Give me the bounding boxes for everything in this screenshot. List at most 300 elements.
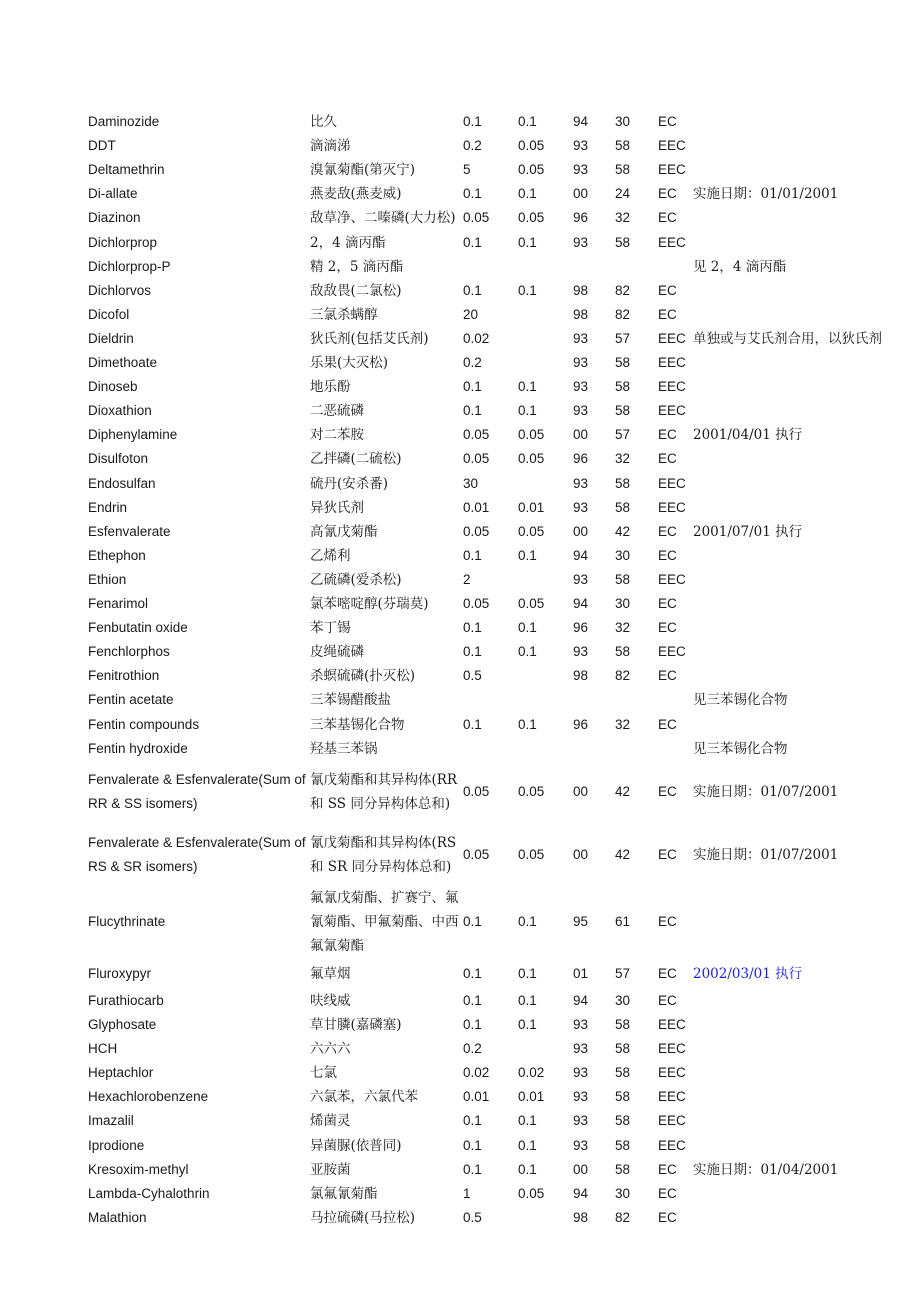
directive-type-cell: EC xyxy=(658,547,677,563)
chinese-name-cell: 2，4 滴丙酯 xyxy=(310,234,386,251)
directive-type-cell: EC xyxy=(658,1210,677,1225)
limit-value-2-cell: 0.05 xyxy=(518,451,545,467)
english-name-cell: Daminozide xyxy=(88,114,160,129)
directive-type-cell: EC xyxy=(658,186,677,202)
directive-number-cell: 57 xyxy=(615,330,631,346)
year-cell: 93 xyxy=(573,571,589,587)
english-name-cell: Diazinon xyxy=(88,210,141,226)
chinese-name-cell: 敌敌畏(二氯松) xyxy=(310,282,402,299)
chinese-name-cell: 氰戊菊酯和其异构体(RS 和 SR 同分异构体总和) xyxy=(310,835,457,875)
limit-value-2-cell: 0.1 xyxy=(518,114,537,129)
year-cell: 93 xyxy=(573,1017,589,1032)
directive-number-cell: 58 xyxy=(615,1089,631,1104)
year-cell: 00 xyxy=(573,847,589,862)
limit-value-2-cell: 0.05 xyxy=(518,1186,545,1201)
limit-value-1-cell: 0.01 xyxy=(463,499,490,515)
year-cell: 00 xyxy=(573,784,589,799)
directive-type-cell: EC xyxy=(658,210,677,226)
limit-value-1-cell: 0.1 xyxy=(463,1162,482,1177)
limit-value-1-cell: 0.2 xyxy=(463,138,482,154)
chinese-name-cell: 苯丁锡 xyxy=(310,620,351,637)
directive-type-cell: EC xyxy=(658,1186,677,1201)
table-row xyxy=(0,886,920,958)
chinese-name-cell: 溴氰菊酯(第灭宁) xyxy=(310,162,416,179)
limit-value-2-cell: 0.05 xyxy=(518,847,545,862)
table-row xyxy=(0,640,920,664)
directive-type-cell: EEC xyxy=(658,379,686,395)
limit-value-1-cell: 0.1 xyxy=(463,914,482,929)
table-row xyxy=(0,713,920,737)
chinese-name-cell: 氟草烟 xyxy=(310,966,351,982)
chinese-name-cell: 硫丹(安杀番) xyxy=(310,475,389,492)
directive-type-cell: EC xyxy=(658,427,677,443)
chinese-name-cell: 乙拌磷(二硫松) xyxy=(310,451,402,468)
directive-number-cell: 30 xyxy=(615,114,631,129)
directive-number-cell: 58 xyxy=(615,162,631,178)
english-name-cell: Ethion xyxy=(88,571,127,587)
limit-value-2-cell: 0.1 xyxy=(518,1162,537,1177)
year-cell: 98 xyxy=(573,282,589,298)
limit-value-2-cell: 0.05 xyxy=(518,596,545,611)
table-row xyxy=(0,255,920,279)
year-cell: 94 xyxy=(573,596,589,611)
limit-value-2-cell: 0.1 xyxy=(518,379,537,395)
english-name-cell: Fenvalerate & Esfenvalerate(Sum of RR & SS isomers) xyxy=(88,772,306,811)
chinese-name-cell: 比久 xyxy=(310,114,337,130)
directive-number-cell: 61 xyxy=(615,914,631,929)
note-cell: 见三苯锡化合物 xyxy=(693,740,788,757)
chinese-name-cell: 草甘膦(嘉磷塞) xyxy=(310,1017,402,1033)
limit-value-2-cell: 0.1 xyxy=(518,1113,537,1128)
note-cell: 见 2，4 滴丙酯 xyxy=(693,258,787,275)
limit-value-1-cell: 0.1 xyxy=(463,186,482,202)
limit-value-2-cell: 0.05 xyxy=(518,210,545,226)
directive-number-cell: 57 xyxy=(615,966,631,981)
directive-number-cell: 58 xyxy=(615,1017,631,1032)
directive-type-cell: EC xyxy=(658,523,677,539)
english-name-cell: Esfenvalerate xyxy=(88,523,171,539)
table-row xyxy=(0,182,920,206)
chinese-name-cell: 敌草净、二嗪磷(大力松) xyxy=(310,210,456,227)
note-cell: 实施日期：01/07/2001 xyxy=(693,784,839,800)
directive-number-cell: 58 xyxy=(615,571,631,587)
limit-value-1-cell: 0.1 xyxy=(463,1138,482,1153)
limit-value-2-cell: 0.05 xyxy=(518,427,545,443)
table-row xyxy=(0,399,920,423)
limit-value-2-cell: 0.1 xyxy=(518,547,537,563)
directive-number-cell: 58 xyxy=(615,1065,631,1080)
directive-type-cell: EC xyxy=(658,620,677,636)
english-name-cell: Dioxathion xyxy=(88,403,152,419)
chinese-name-cell: 二恶硫磷 xyxy=(310,403,364,420)
directive-number-cell: 82 xyxy=(615,306,631,322)
limit-value-1-cell: 0.1 xyxy=(463,966,482,981)
english-name-cell: Heptachlor xyxy=(88,1065,154,1080)
chinese-name-cell: 精 2，5 滴丙酯 xyxy=(310,258,404,275)
directive-type-cell: EEC xyxy=(658,475,686,491)
limit-value-1-cell: 0.1 xyxy=(463,644,482,660)
limit-value-1-cell: 0.05 xyxy=(463,210,490,226)
chinese-name-cell: 六氯苯，六氯代苯 xyxy=(310,1089,418,1105)
limit-value-1-cell: 0.1 xyxy=(463,620,482,636)
english-name-cell: Fenitrothion xyxy=(88,668,160,684)
limit-value-2-cell: 0.1 xyxy=(518,186,537,202)
year-cell: 93 xyxy=(573,1113,589,1128)
limit-value-1-cell: 0.1 xyxy=(463,1017,482,1032)
note-cell: 实施日期：01/04/2001 xyxy=(693,1162,839,1178)
limit-value-2-cell: 0.02 xyxy=(518,1065,545,1080)
directive-type-cell: EEC xyxy=(658,1041,686,1056)
note-cell: 2001/07/01 执行 xyxy=(693,523,803,540)
year-cell: 98 xyxy=(573,1210,589,1225)
table-row xyxy=(0,831,920,879)
year-cell: 93 xyxy=(573,499,589,515)
limit-value-1-cell: 0.1 xyxy=(463,547,482,563)
english-name-cell: Hexachlorobenzene xyxy=(88,1089,209,1104)
chinese-name-cell: 乐果(大灭松) xyxy=(310,355,389,371)
directive-type-cell: EC xyxy=(658,1162,677,1177)
limit-value-2-cell: 0.1 xyxy=(518,644,537,660)
english-name-cell: Deltamethrin xyxy=(88,162,165,178)
year-cell: 94 xyxy=(573,1186,589,1201)
table-row xyxy=(0,1158,920,1182)
english-name-cell: Kresoxim-methyl xyxy=(88,1162,189,1177)
table-row xyxy=(0,134,920,158)
limit-value-1-cell: 0.01 xyxy=(463,1089,490,1104)
limit-value-1-cell: 0.05 xyxy=(463,523,490,539)
chinese-name-cell: 三苯基锡化合物 xyxy=(310,716,405,733)
year-cell: 93 xyxy=(573,330,589,346)
limit-value-2-cell: 0.05 xyxy=(518,784,545,799)
year-cell: 93 xyxy=(573,403,589,419)
limit-value-1-cell: 0.5 xyxy=(463,668,482,684)
english-name-cell: Fentin acetate xyxy=(88,692,174,708)
table-row xyxy=(0,520,920,544)
directive-type-cell: EEC xyxy=(658,644,686,660)
english-name-cell: Di-allate xyxy=(88,186,138,202)
directive-number-cell: 58 xyxy=(615,499,631,515)
note-cell: 2002/03/01 执行 xyxy=(693,966,803,982)
chinese-name-cell: 氯苯嘧啶醇(芬瑞莫) xyxy=(310,596,429,612)
table-row xyxy=(0,231,920,255)
directive-type-cell: EC xyxy=(658,114,677,129)
directive-number-cell: 42 xyxy=(615,847,631,862)
limit-value-1-cell: 0.5 xyxy=(463,1210,482,1225)
chinese-name-cell: 亚胺菌 xyxy=(310,1162,351,1178)
english-name-cell: Fluroxypyr xyxy=(88,966,152,981)
english-name-cell: Dicofol xyxy=(88,306,130,322)
directive-type-cell: EEC xyxy=(658,1089,686,1104)
limit-value-1-cell: 0.02 xyxy=(463,330,490,346)
limit-value-2-cell: 0.05 xyxy=(518,138,545,154)
year-cell: 93 xyxy=(573,1065,589,1080)
table-row xyxy=(0,1061,920,1085)
limit-value-2-cell: 0.1 xyxy=(518,234,537,250)
table-row xyxy=(0,351,920,375)
limit-value-2-cell: 0.1 xyxy=(518,282,537,298)
directive-number-cell: 58 xyxy=(615,234,631,250)
directive-type-cell: EEC xyxy=(658,138,686,154)
table-row xyxy=(0,472,920,496)
english-name-cell: Fenarimol xyxy=(88,596,149,611)
table-row xyxy=(0,375,920,399)
table-row xyxy=(0,303,920,327)
english-name-cell: Dimethoate xyxy=(88,355,158,370)
limit-value-2-cell: 0.1 xyxy=(518,966,537,981)
chinese-name-cell: 对二苯胺 xyxy=(310,427,364,444)
english-name-cell: Disulfoton xyxy=(88,451,149,467)
table-row xyxy=(0,768,920,816)
chinese-name-cell: 氟氰戊菊酯、扩赛宁、氟氰菊酯、甲氟菊酯、中西氟氰菊酯 xyxy=(310,890,459,954)
limit-value-1-cell: 0.2 xyxy=(463,1041,482,1056)
chinese-name-cell: 三苯锡醋酸盐 xyxy=(310,692,391,709)
directive-number-cell: 58 xyxy=(615,1113,631,1128)
directive-number-cell: 58 xyxy=(615,355,631,370)
limit-value-1-cell: 0.02 xyxy=(463,1065,490,1080)
year-cell: 98 xyxy=(573,668,589,684)
limit-value-1-cell: 0.1 xyxy=(463,403,482,419)
year-cell: 93 xyxy=(573,475,589,491)
directive-number-cell: 30 xyxy=(615,547,631,563)
table-row xyxy=(0,1206,920,1230)
year-cell: 00 xyxy=(573,427,589,443)
directive-type-cell: EC xyxy=(658,716,677,732)
limit-value-1-cell: 0.05 xyxy=(463,427,490,443)
year-cell: 96 xyxy=(573,210,589,226)
directive-number-cell: 82 xyxy=(615,282,631,298)
english-name-cell: Fentin compounds xyxy=(88,716,200,732)
directive-type-cell: EC xyxy=(658,847,677,862)
year-cell: 94 xyxy=(573,993,589,1008)
english-name-cell: Flucythrinate xyxy=(88,914,166,929)
year-cell: 96 xyxy=(573,451,589,467)
english-name-cell: Malathion xyxy=(88,1210,147,1225)
english-name-cell: Lambda-Cyhalothrin xyxy=(88,1186,210,1201)
year-cell: 93 xyxy=(573,1138,589,1153)
directive-number-cell: 24 xyxy=(615,186,631,202)
english-name-cell: Ethephon xyxy=(88,547,146,563)
chinese-name-cell: 马拉硫磷(马拉松) xyxy=(310,1210,416,1226)
english-name-cell: Fenchlorphos xyxy=(88,644,170,660)
table-row xyxy=(0,962,920,986)
year-cell: 01 xyxy=(573,966,589,981)
chinese-name-cell: 七氯 xyxy=(310,1065,337,1081)
limit-value-2-cell: 0.1 xyxy=(518,1138,537,1153)
directive-type-cell: EEC xyxy=(658,499,686,515)
english-name-cell: Fentin hydroxide xyxy=(88,740,188,756)
table-row xyxy=(0,279,920,303)
directive-number-cell: 58 xyxy=(615,1138,631,1153)
directive-type-cell: EC xyxy=(658,784,677,799)
limit-value-2-cell: 0.1 xyxy=(518,620,537,636)
directive-type-cell: EEC xyxy=(658,330,686,346)
chinese-name-cell: 乙硫磷(爱杀松) xyxy=(310,571,402,588)
directive-type-cell: EC xyxy=(658,306,677,322)
limit-value-1-cell: 30 xyxy=(463,475,479,491)
english-name-cell: Glyphosate xyxy=(88,1017,157,1032)
table-row xyxy=(0,1134,920,1158)
directive-number-cell: 32 xyxy=(615,716,631,732)
chinese-name-cell: 羟基三苯锅 xyxy=(310,740,378,757)
directive-type-cell: EC xyxy=(658,282,677,298)
table-row xyxy=(0,544,920,568)
table-row xyxy=(0,737,920,761)
year-cell: 93 xyxy=(573,1089,589,1104)
table-row xyxy=(0,989,920,1013)
table-row xyxy=(0,158,920,182)
year-cell: 93 xyxy=(573,162,589,178)
chinese-name-cell: 氯氟氰菊酯 xyxy=(310,1186,378,1202)
limit-value-1-cell: 0.1 xyxy=(463,234,482,250)
english-name-cell: Fenvalerate & Esfenvalerate(Sum of RS & SR isomers) xyxy=(88,835,306,874)
english-name-cell: Dichlorprop xyxy=(88,234,158,250)
limit-value-1-cell: 0.1 xyxy=(463,716,482,732)
limit-value-2-cell: 0.1 xyxy=(518,1017,537,1032)
limit-value-1-cell: 0.05 xyxy=(463,451,490,467)
directive-number-cell: 32 xyxy=(615,620,631,636)
chinese-name-cell: 狄氏剂(包括艾氏剂) xyxy=(310,330,429,347)
chinese-name-cell: 异狄氏剂 xyxy=(310,499,364,516)
table-row xyxy=(0,688,920,712)
directive-type-cell: EEC xyxy=(658,1113,686,1128)
limit-value-2-cell: 0.05 xyxy=(518,523,545,539)
chinese-name-cell: 呋线威 xyxy=(310,993,351,1009)
directive-type-cell: EC xyxy=(658,993,677,1008)
year-cell: 98 xyxy=(573,306,589,322)
limit-value-1-cell: 0.1 xyxy=(463,379,482,395)
english-name-cell: HCH xyxy=(88,1041,118,1056)
chinese-name-cell: 异菌脲(依普同) xyxy=(310,1138,402,1154)
table-row xyxy=(0,327,920,351)
limit-value-2-cell: 0.01 xyxy=(518,1089,545,1104)
english-name-cell: Dichlorprop-P xyxy=(88,258,171,274)
directive-type-cell: EC xyxy=(658,668,677,684)
table-row xyxy=(0,496,920,520)
table-row xyxy=(0,1037,920,1061)
english-name-cell: Endrin xyxy=(88,499,128,515)
english-name-cell: Dieldrin xyxy=(88,330,134,346)
english-name-cell: DDT xyxy=(88,138,116,154)
note-cell: 实施日期：01/01/2001 xyxy=(693,186,839,203)
year-cell: 93 xyxy=(573,379,589,395)
table-row xyxy=(0,664,920,688)
year-cell: 94 xyxy=(573,114,589,129)
directive-number-cell: 42 xyxy=(615,784,631,799)
directive-number-cell: 30 xyxy=(615,993,631,1008)
table-row xyxy=(0,1182,920,1206)
limit-value-1-cell: 0.05 xyxy=(463,596,490,611)
english-name-cell: Dinoseb xyxy=(88,379,138,395)
directive-number-cell: 82 xyxy=(615,668,631,684)
chinese-name-cell: 滴滴涕 xyxy=(310,138,351,155)
directive-number-cell: 58 xyxy=(615,644,631,660)
year-cell: 93 xyxy=(573,355,589,370)
directive-number-cell: 57 xyxy=(615,427,631,443)
directive-number-cell: 58 xyxy=(615,403,631,419)
year-cell: 93 xyxy=(573,138,589,154)
limit-value-1-cell: 0.2 xyxy=(463,355,482,370)
directive-number-cell: 32 xyxy=(615,451,631,467)
limit-value-1-cell: 1 xyxy=(463,1186,471,1201)
directive-type-cell: EEC xyxy=(658,403,686,419)
limit-value-1-cell: 0.05 xyxy=(463,784,490,799)
english-name-cell: Diphenylamine xyxy=(88,427,178,443)
english-name-cell: Furathiocarb xyxy=(88,993,164,1008)
chinese-name-cell: 燕麦敌(燕麦威) xyxy=(310,186,402,203)
chinese-name-cell: 地乐酚 xyxy=(310,379,351,396)
directive-number-cell: 30 xyxy=(615,1186,631,1201)
year-cell: 96 xyxy=(573,620,589,636)
table-row xyxy=(0,592,920,616)
limit-value-2-cell: 0.1 xyxy=(518,403,537,419)
limit-value-1-cell: 0.1 xyxy=(463,282,482,298)
limit-value-2-cell: 0.1 xyxy=(518,914,537,929)
limit-value-2-cell: 0.1 xyxy=(518,993,537,1008)
limit-value-1-cell: 0.1 xyxy=(463,1113,482,1128)
limit-value-1-cell: 20 xyxy=(463,306,479,322)
chinese-name-cell: 杀螟硫磷(扑灭松) xyxy=(310,668,416,685)
table-row xyxy=(0,1085,920,1109)
table-row xyxy=(0,423,920,447)
table-row xyxy=(0,447,920,471)
limit-value-1-cell: 0.1 xyxy=(463,993,482,1008)
limit-value-1-cell: 0.05 xyxy=(463,847,490,862)
table-row xyxy=(0,568,920,592)
year-cell: 93 xyxy=(573,644,589,660)
directive-type-cell: EEC xyxy=(658,1017,686,1032)
english-name-cell: Imazalil xyxy=(88,1113,134,1128)
limit-value-1-cell: 5 xyxy=(463,162,471,178)
year-cell: 96 xyxy=(573,716,589,732)
limit-value-1-cell: 0.1 xyxy=(463,114,482,129)
limit-value-2-cell: 0.01 xyxy=(518,499,545,515)
directive-number-cell: 32 xyxy=(615,210,631,226)
directive-number-cell: 58 xyxy=(615,1041,631,1056)
year-cell: 00 xyxy=(573,523,589,539)
table-row xyxy=(0,1109,920,1133)
english-name-cell: Dichlorvos xyxy=(88,282,152,298)
year-cell: 00 xyxy=(573,1162,589,1177)
directive-type-cell: EEC xyxy=(658,1065,686,1080)
directive-type-cell: EC xyxy=(658,914,677,929)
table-row xyxy=(0,616,920,640)
year-cell: 94 xyxy=(573,547,589,563)
english-name-cell: Endosulfan xyxy=(88,475,156,491)
english-name-cell: Iprodione xyxy=(88,1138,145,1153)
year-cell: 93 xyxy=(573,234,589,250)
directive-type-cell: EEC xyxy=(658,571,686,587)
directive-type-cell: EEC xyxy=(658,1138,686,1153)
chinese-name-cell: 六六六 xyxy=(310,1041,351,1057)
directive-number-cell: 82 xyxy=(615,1210,631,1225)
limit-value-1-cell: 2 xyxy=(463,571,471,587)
year-cell: 95 xyxy=(573,914,589,929)
english-name-cell: Fenbutatin oxide xyxy=(88,620,188,636)
directive-number-cell: 30 xyxy=(615,596,631,611)
note-cell: 见三苯锡化合物 xyxy=(693,692,788,709)
limit-value-2-cell: 0.1 xyxy=(518,716,537,732)
directive-type-cell: EEC xyxy=(658,234,686,250)
chinese-name-cell: 氰戊菊酯和其异构体(RR 和 SS 同分异构体总和) xyxy=(310,772,458,812)
table-row xyxy=(0,110,920,134)
directive-number-cell: 42 xyxy=(615,523,631,539)
year-cell: 93 xyxy=(573,1041,589,1056)
year-cell: 00 xyxy=(573,186,589,202)
directive-number-cell: 58 xyxy=(615,138,631,154)
chinese-name-cell: 烯菌灵 xyxy=(310,1113,351,1129)
table-row xyxy=(0,1013,920,1037)
note-cell: 2001/04/01 执行 xyxy=(693,427,803,444)
